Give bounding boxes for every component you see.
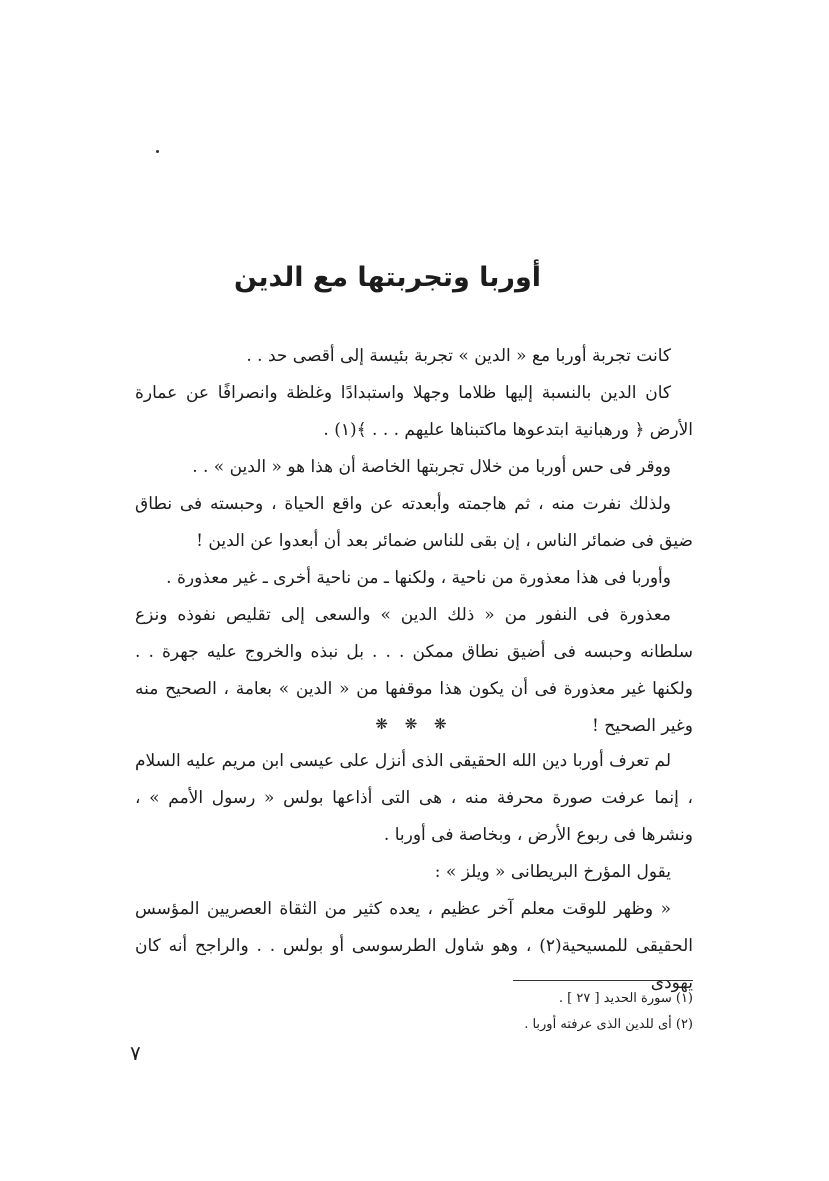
footnote: (١) سورة الحديد [ ٢٧ ] .	[558, 991, 693, 1006]
stray-mark	[156, 150, 159, 153]
paragraph: ووقر فى حس أوربا من خلال تجربتها الخاصة أن هذا هو « الدين » . .	[192, 457, 671, 477]
body-text-part1	[135, 338, 693, 745]
paragraph: لم تعرف أوربا دين الله الحقيقى الذى أنزل على عيسى ابن مريم عليه السلام ، إنما عرفت صورة محرفة منه ، هى التى أذاعها بولس « رسول الأمم » ، ونشرها فى ربوع الأرض ، وبخاصة فى أوربا .	[135, 751, 693, 845]
paragraph: يقول المؤرخ البريطانى « ويلز » :	[434, 862, 671, 882]
paragraph: معذورة فى النفور من « ذلك الدين » والسعى إلى تقليص نفوذه ونزع سلطانه وحبسه فى أضيق نطاق ممكن . . . بل نبذه والخروج عليه جهرة . . ولكنها غير معذورة فى أن يكون هذا موقفها من « الدين » بعامة ، الصحيح منه وغير الصحيح !	[135, 605, 693, 736]
paragraph: كانت تجربة أوربا مع « الدين » تجربة بئيسة إلى أقصى حد . .	[246, 346, 671, 366]
section-separator: ❋ ❋ ❋	[375, 715, 453, 733]
chapter-title: أوربا وتجربتها مع الدين	[234, 262, 541, 293]
page-number: ٧	[130, 1041, 141, 1065]
footnote-divider	[513, 980, 693, 981]
footnotes	[400, 986, 693, 1038]
paragraph: « وظهر للوقت معلم آخر عظيم ، يعده كثير من الثقاة العصريين المؤسس الحقيقى للمسيحية(٢) ، وهو شاول الطرسوسى أو بولس . . والراجح أنه كان يهودى	[135, 899, 693, 993]
paragraph: كان الدين بالنسبة إليها ظلاما وجهلا واستبدادًا وغلظة وانصرافًا عن عمارة الأرض ﴿ ورهبانية ابتدعوها ماكتبناها عليهم . . . ﴾(١) .	[135, 383, 693, 440]
body-text-part2	[135, 706, 693, 1002]
footnote: (٢) أى للدين الذى عرفته أوربا .	[524, 1017, 693, 1032]
paragraph: وأوربا فى هذا معذورة من ناحية ، ولكنها ـ من ناحية أخرى ـ غير معذورة .	[166, 568, 671, 588]
paragraph: ولذلك نفرت منه ، ثم هاجمته وأبعدته عن واقع الحياة ، وحبسته فى نطاق ضيق فى ضمائر الناس ، إن بقى للناس ضمائر بعد أن أبعدوا عن الدين !	[135, 494, 693, 551]
